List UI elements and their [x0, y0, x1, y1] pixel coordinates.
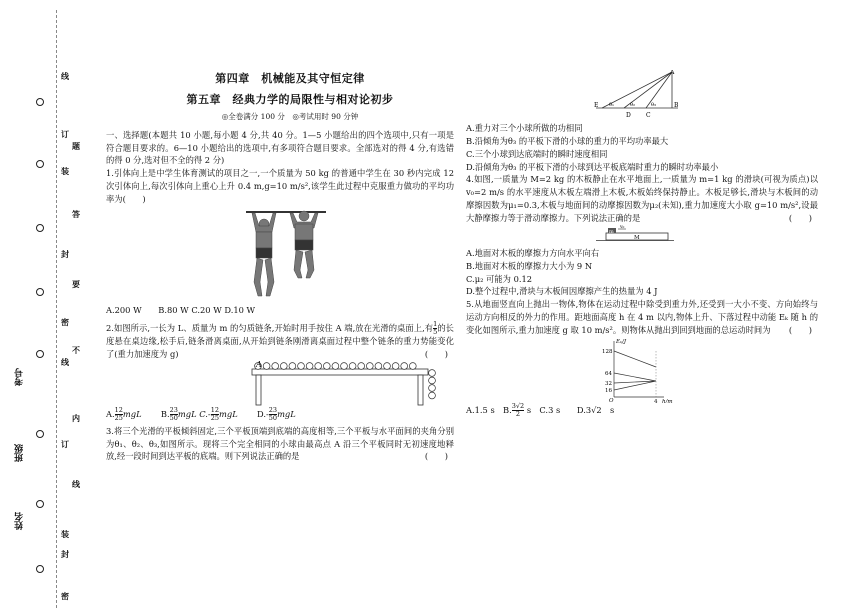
field-exam-number: 考号	[15, 368, 25, 386]
y-tick-64: 64	[605, 370, 612, 377]
q4-option-a: A.地面对木板的摩擦力方向水平向右	[466, 247, 600, 258]
x-tick-4: 4	[654, 398, 658, 403]
binding-char: 线	[61, 357, 69, 367]
option-d	[256, 406, 296, 422]
binding-char: 装	[61, 529, 69, 539]
answer-paren: ( )	[788, 325, 812, 336]
binding-char: 线	[61, 71, 69, 81]
origin-label: O	[609, 397, 614, 403]
fraction-denominator: 25	[210, 413, 220, 422]
y-axis-label: Eₖ/J	[616, 338, 627, 345]
chain-end-label: A	[256, 361, 262, 370]
fraction	[269, 407, 277, 422]
section-intro: 一、选择题(本题共 10 小题,每小题 4 分,共 40 分。1—5 小题给出的四个选项中,只有一项是符合题目要求的。6—10 小题给出的选项中,有多项符合题目要求。全部选对的得 4 分,有选错的得 0 分,选对但不全的得 2 分)	[106, 129, 454, 166]
answer-paren: ( )	[424, 451, 448, 462]
chain-link	[349, 363, 356, 370]
fraction-numerator: 12	[114, 406, 123, 415]
chain-link	[392, 363, 399, 370]
question-1-options: A.200 W B.80 W C.20 W D.10 W	[106, 304, 256, 315]
option-unit: mgL	[219, 408, 238, 419]
option-unit: mgL	[277, 408, 296, 419]
chain-link	[429, 392, 436, 399]
binding-hole	[36, 430, 44, 438]
binding-hole	[36, 224, 44, 232]
binding-hole	[36, 98, 44, 106]
q5-options-text-a: A.1.5 s B.	[466, 404, 512, 415]
board-figure	[466, 225, 818, 247]
binding-dashed-line	[56, 10, 57, 608]
binding-hole	[36, 288, 44, 296]
left-column	[106, 70, 454, 463]
chain-link	[375, 363, 382, 370]
pullup-illustration	[106, 206, 454, 304]
chapter-title-4: 第四章 机械能及其守恒定律	[215, 72, 365, 85]
point-e-label: E	[594, 102, 599, 109]
option-a	[106, 406, 158, 422]
x-axis-label: h/m	[662, 398, 673, 403]
binding-margin	[0, 0, 95, 608]
binding-char: 装	[61, 166, 69, 176]
fraction-numerator: 23	[268, 406, 278, 415]
binding-char: 密	[61, 591, 69, 601]
q4-option-b: B.地面对木板的摩擦力大小为 9 N	[466, 260, 593, 271]
binding-hole	[36, 350, 44, 358]
binding-hole	[36, 565, 44, 573]
binding-char: 封	[61, 549, 69, 559]
chain-link	[358, 363, 365, 370]
field-name: 姓名	[15, 512, 25, 530]
chain-link	[332, 363, 339, 370]
binding-char: 不	[72, 345, 80, 355]
question-5	[466, 298, 818, 337]
chain-link	[429, 385, 436, 392]
question-5-options	[466, 403, 818, 418]
ek-graph-figure	[466, 337, 818, 403]
chain-link	[280, 363, 287, 370]
binding-char: 线	[72, 479, 80, 489]
question-2	[106, 321, 454, 361]
pullup-figure	[106, 206, 454, 304]
question-1: 1.引体向上是中学生体育测试的项目之一,一个质量为 50 kg 的普通中学生在 30 秒内完成 12 次引体向上,每次引体向上重心上升 0.4 m,g=10 m/s²,该学生此过程中克服重力做功的平均功率为( )	[106, 168, 454, 205]
q4-option-d: D.整个过程中,滑块与木板间因摩擦产生的热量为 4 J	[466, 286, 658, 297]
question-4	[466, 173, 818, 224]
theta1-label: θ₁	[609, 102, 615, 108]
binding-char: 答	[72, 209, 80, 219]
q3-option-c: C.三个小球到达底端时的瞬时速度相同	[466, 148, 608, 159]
incline-figure	[466, 70, 818, 122]
fraction-denominator: 5	[433, 327, 438, 336]
exam-meta: ◎全卷满分 100 分 ◎考试用时 90 分钟	[221, 112, 359, 122]
question-2-options	[106, 407, 454, 422]
fraction-numerator: 12	[210, 406, 220, 415]
binding-char: 订	[61, 439, 69, 449]
chain-link	[384, 363, 391, 370]
fraction-numerator: 1	[433, 319, 438, 328]
q3-option-a: A.重力对三个小球所做的功相同	[466, 123, 583, 133]
theta3-label: θ₃	[651, 102, 657, 108]
question-4-text: 4.如图,一质量为 M=2 kg 的木板静止在水平地面上,一质量为 m=1 kg 的滑块(可视为质点)以 v₀=2 m/s 的水平速度从木板左端滑上木板,木板始终保持静止。木板足够长,滑块与木板间的动摩擦因数为μ₁=0.3,木板与地面间的动摩擦因数为μ₂(未知),重力加速度大小取 g=10 m/s²,设最大静摩擦力等于滑动摩擦力。下列说法正确的是	[466, 174, 818, 224]
point-a-label: A	[670, 70, 675, 76]
binding-char: 内	[72, 413, 80, 423]
option-unit: mgL	[122, 408, 142, 419]
q4-option-c: C.μ₂ 可能为 0.12	[466, 273, 533, 284]
chain-link	[315, 363, 322, 370]
chain-table-diagram	[106, 361, 454, 407]
option-b	[160, 406, 211, 422]
right-column	[466, 70, 818, 418]
chain-link	[323, 363, 330, 370]
chain-link	[429, 377, 436, 384]
question-5-text: 5.从地面竖直向上抛出一物体,物体在运动过程中除受到重力外,还受到一大小不变、方向始终与运动方向相反的外力的作用。距地面高度 h 在 4 m 以内,物体上升、下落过程中动能 Eₖ 随 h 的变化如图所示,重力加速度 g 取 10 m/s²。则物体从抛出到回到地面的总运动时间为	[466, 299, 818, 336]
field-class: 班级	[15, 444, 25, 462]
question-2-text-a: 2.如图所示,一长为 L、质量为 m 的匀质链条,开始时用手按住 A 端,放在光滑的桌面上,有	[106, 322, 434, 333]
q3-option-d: D.沿倾角为θ₃ 的平板下滑的小球到达平板底端时重力的瞬时功率最小	[466, 161, 719, 172]
question-3-text: 3.将三个光滑的平板倾斜固定,三个平板顶端到底端的高度相等,三个平板与水平面间的夹角分别为θ₁、θ₂、θ₃,如图所示。现将三个完全相同的小球由最高点 A 沿三个平板同时无初速度地释放,经一段时间到达平板的底端。则下列说法正确的是	[106, 425, 454, 462]
y-tick-128: 128	[602, 348, 613, 355]
theta2-label: θ₂	[630, 102, 636, 108]
y-tick-32: 32	[605, 380, 612, 387]
chain-link	[272, 363, 279, 370]
chain-link	[289, 363, 296, 370]
answer-paren: ( )	[424, 349, 448, 360]
fraction	[211, 407, 219, 422]
fraction-denominator: 2	[515, 409, 521, 418]
q3-option-b: B.沿倾角为θ₃ 的平板下滑的小球的重力的平均功率最大	[466, 135, 669, 146]
chain-figure	[106, 361, 454, 407]
point-c-label: C	[646, 112, 651, 119]
binding-hole	[36, 160, 44, 168]
chain-link	[429, 370, 436, 377]
point-b-label: B	[674, 102, 679, 109]
chain-link	[401, 363, 408, 370]
option-unit: mgL C.-	[177, 408, 211, 419]
option-c	[210, 406, 255, 422]
question-2-text-b: 的长度悬在桌边缘,松手后,链条滑离桌面,从开始到链条刚滑离桌面过程中整个链条的重力势能变化了(重力加速度为 g)	[106, 322, 454, 360]
fraction-numerator: 23	[169, 406, 178, 415]
ek-vs-h-graph	[466, 337, 818, 403]
binding-char: 订	[61, 129, 69, 139]
block-m-label: m	[609, 228, 614, 235]
option-label: A.	[106, 408, 115, 419]
chain-link	[298, 363, 305, 370]
option-label: D.-	[256, 408, 269, 419]
binding-hole	[36, 500, 44, 508]
binding-char: 要	[72, 279, 80, 289]
question-3	[106, 425, 454, 464]
option-label: B.	[160, 408, 170, 419]
binding-char: 题	[72, 141, 80, 151]
fraction	[512, 403, 524, 418]
velocity-label: v₀	[620, 224, 625, 230]
chain-link	[409, 363, 416, 370]
point-d-label: D	[626, 112, 631, 119]
chain-link	[341, 363, 348, 370]
chain-link	[366, 363, 373, 370]
y-tick-16: 16	[605, 387, 612, 394]
board-m-label: M	[634, 234, 640, 241]
fraction-denominator: 50	[268, 413, 278, 422]
answer-paren: ( )	[788, 213, 812, 224]
fraction-denominator: 50	[169, 413, 178, 422]
chain-link	[306, 363, 313, 370]
chapter-title-5: 第五章 经典力学的局限性与相对论初步	[186, 93, 394, 107]
incline-planes-diagram	[466, 70, 818, 122]
chain-link	[263, 363, 270, 370]
fraction	[115, 407, 123, 422]
fraction	[170, 407, 178, 422]
q5-options-text-b: s C.3 s D.3√2 s	[524, 404, 615, 415]
binding-char: 密	[61, 317, 69, 327]
block-on-board-diagram	[466, 225, 818, 247]
binding-char: 封	[61, 249, 69, 259]
fraction-denominator: 25	[114, 413, 123, 422]
fraction-numerator: 3√2	[511, 401, 525, 410]
